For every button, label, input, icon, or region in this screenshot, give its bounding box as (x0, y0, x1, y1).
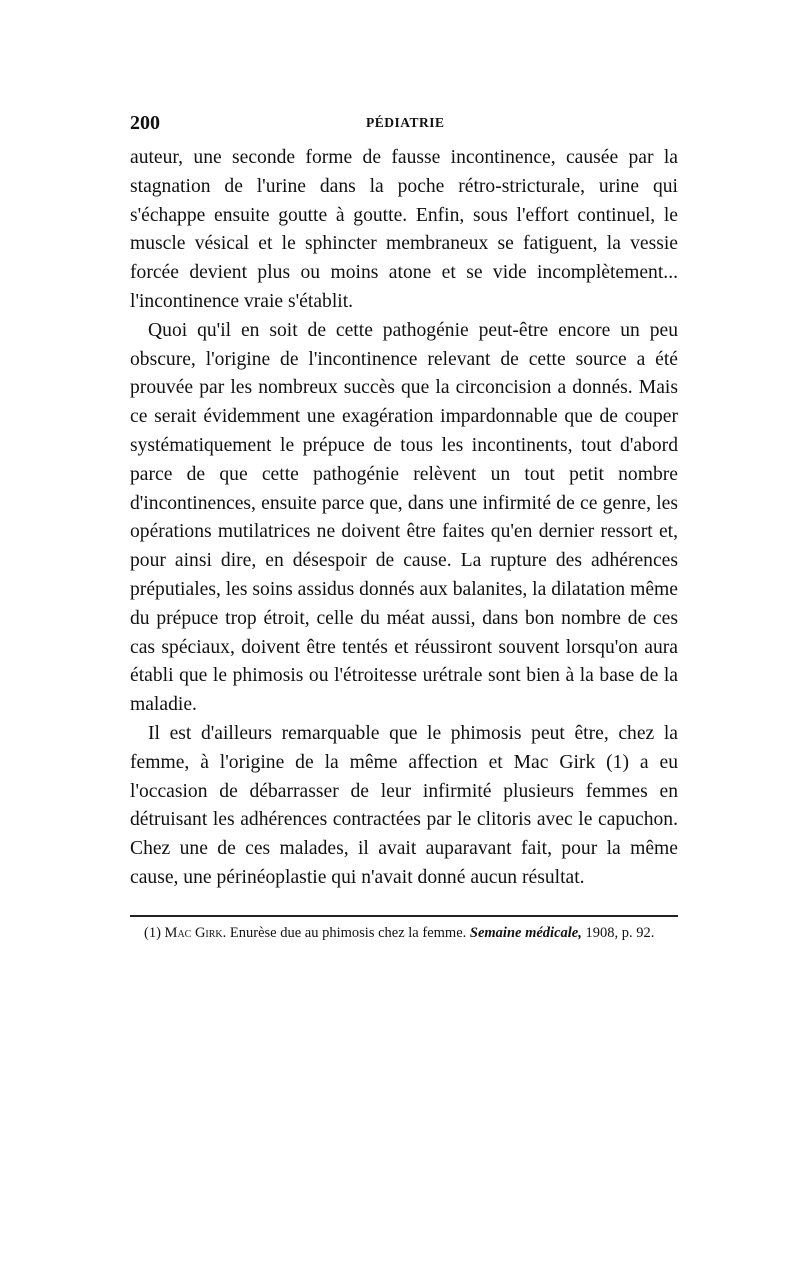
page-number: 200 (130, 112, 160, 134)
paragraph-3: Il est d'ailleurs remarquable que le phimosis peut être, chez la femme, à l'origine de la même affection et Mac Girk (1) a eu l'occasion de débarrasser de leur infirmité plusieurs femmes en détruisant les adhérences contractées par le clitoris avec le capuchon. Chez une de ces malades, il avait auparavant fait, pour la même cause, une périnéoplastie qui n'avait donné aucun résultat. (130, 722, 678, 888)
paragraph-2: Quoi qu'il en soit de cette pathogénie peut-être encore un peu obscure, l'origine de l'incontinence relevant de cette source a été prouvée par les nombreux succès que la circoncision a donnés. Mais ce serait évidemment une exagération impardonnable que de couper systématiquement le prépuce de tous les incontinents, tout d'abord parce de que cette pathogénie relèvent un tout petit nombre d'incontinences, ensuite parce que, dans une infirmité de ce genre, les opérations mutilatrices ne doivent être faites qu'en dernier ressort et, pour ainsi dire, en désespoir de cause. La rupture des adhérences préputiales, les soins assidus donnés aux balanites, la dilatation même du prépuce trop étroit, celle du méat aussi, dans bon nombre de ces cas spéciaux, doivent être tentés et réussiront souvent lorsqu'on aura établi que le phimosis ou l'étroitesse urétrale sont bien à la base de la maladie. (130, 319, 678, 716)
running-title: PÉDIATRIE (366, 115, 445, 130)
footnote-title: Enurèse due au phimosis chez la femme. (229, 924, 467, 941)
footnote-marker: (1) (144, 924, 161, 941)
footnote-divider (130, 915, 678, 917)
running-head (130, 112, 678, 144)
footnote-details: 1908, p. 92. (585, 924, 655, 941)
footnote-journal: Semaine médicale, (469, 924, 582, 941)
paragraph-1: auteur, une seconde forme de fausse incontinence, causée par la stagnation de l'urine dans la poche rétro-stricturale, urine qui s'échappe ensuite goutte à goutte. Enfin, sous l'effort continuel, le muscle vésical et le sphincter membraneux se fatiguent, la vessie forcée devient plus ou moins atone et se vide incomplètement... l'incontinence vraie s'établit. (130, 147, 678, 312)
footnote (130, 923, 678, 943)
footnote-author: Mac Girk. (164, 924, 227, 941)
book-page (130, 112, 678, 943)
